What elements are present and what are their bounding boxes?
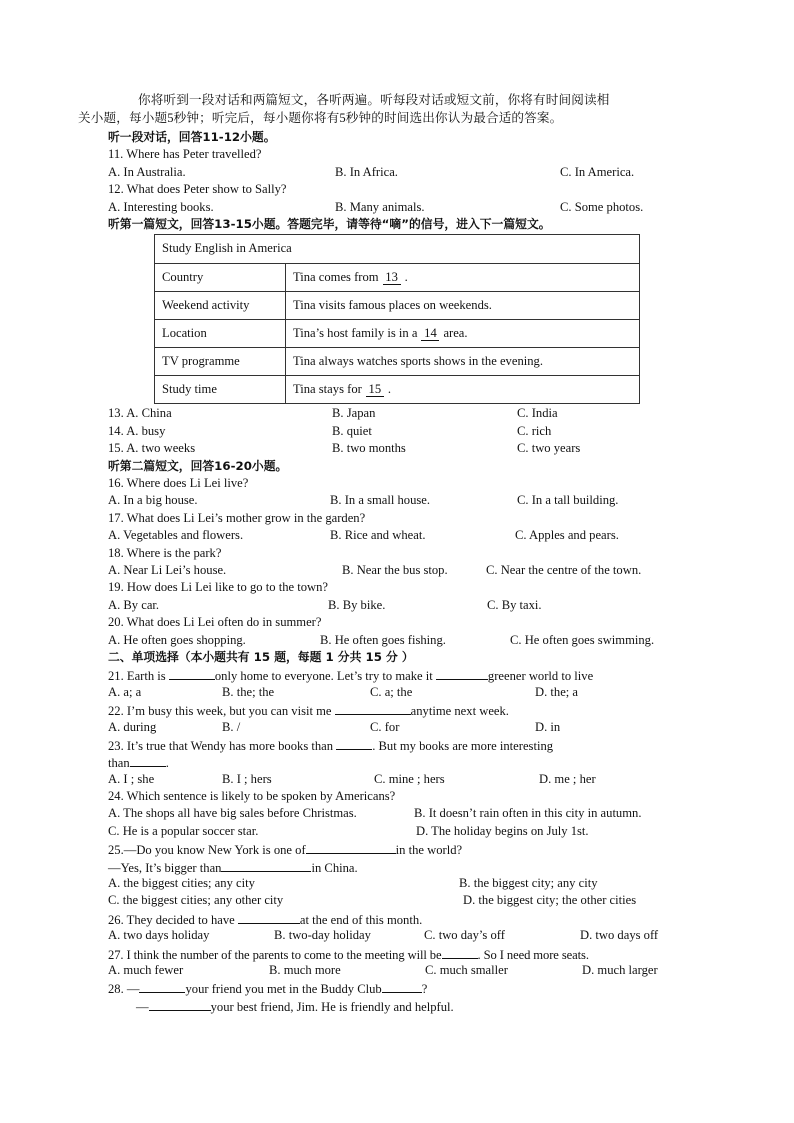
option-a[interactable]: 15. A. two weeks bbox=[108, 441, 196, 456]
answer-blank[interactable] bbox=[169, 666, 215, 680]
table-value: Tina visits famous places on weekends. bbox=[286, 291, 640, 319]
option-d[interactable]: D. the biggest city; the other cities bbox=[463, 893, 637, 908]
option-a[interactable]: A. Near Li Lei’s house. bbox=[108, 562, 227, 577]
option-c[interactable]: C. He is a popular soccer star. bbox=[108, 823, 259, 838]
question-11-options bbox=[108, 164, 686, 181]
blank-13: 13 bbox=[383, 271, 401, 285]
option-c[interactable]: C. He often goes swimming. bbox=[510, 632, 655, 647]
answer-blank[interactable] bbox=[221, 858, 311, 872]
option-a[interactable]: A. By car. bbox=[108, 597, 160, 612]
table-row bbox=[155, 376, 640, 404]
answer-blank[interactable] bbox=[130, 753, 166, 767]
question-22-options bbox=[108, 719, 686, 736]
question-20-options bbox=[108, 632, 686, 649]
option-b[interactable]: B. I ; hers bbox=[222, 771, 272, 786]
option-b[interactable]: B. / bbox=[222, 719, 241, 734]
question-23-options bbox=[108, 771, 686, 788]
question-23-stem: 23. It’s true that Wendy has more books than . But my books are more interesting bbox=[108, 736, 686, 753]
table-row bbox=[155, 291, 640, 319]
option-d[interactable]: D. The holiday begins on July 1st. bbox=[416, 823, 589, 838]
table-row bbox=[155, 319, 640, 347]
answer-blank[interactable] bbox=[139, 979, 185, 993]
intro-paragraph bbox=[78, 92, 686, 127]
option-c[interactable]: C. Apples and pears. bbox=[515, 528, 619, 543]
option-c[interactable]: C. for bbox=[370, 719, 400, 734]
question-18-stem: 18. Where is the park? bbox=[108, 545, 222, 560]
question-20-stem: 20. What does Li Lei often do in summer? bbox=[108, 615, 322, 630]
question-24-options-1 bbox=[108, 805, 686, 822]
option-b[interactable]: B. It doesn’t rain often in this city in autumn. bbox=[414, 806, 642, 821]
option-b[interactable]: B. two months bbox=[332, 441, 406, 456]
question-21-options bbox=[108, 684, 686, 701]
question-12-stem: 12. What does Peter show to Sally? bbox=[108, 182, 287, 197]
question-12-options bbox=[108, 199, 686, 216]
question-24-stem: 24. Which sentence is likely to be spoken by Americans? bbox=[108, 789, 396, 804]
question-26-options bbox=[108, 927, 686, 944]
question-25-reply: —Yes, It’s bigger than in China. bbox=[108, 858, 686, 875]
option-c[interactable]: C. In a tall building. bbox=[517, 493, 619, 508]
option-c[interactable]: C. Near the centre of the town. bbox=[486, 562, 642, 577]
option-d[interactable]: D. the; a bbox=[535, 684, 579, 699]
option-b[interactable]: B. Near the bus stop. bbox=[342, 562, 448, 577]
option-a[interactable]: A. the biggest cities; any city bbox=[108, 876, 255, 891]
table-row bbox=[155, 348, 640, 376]
table-title-row bbox=[155, 235, 640, 263]
question-11-stem: 11. Where has Peter travelled? bbox=[108, 147, 262, 162]
question-17-stem: 17. What does Li Lei’s mother grow in the garden? bbox=[108, 510, 366, 525]
option-b[interactable]: B. Many animals. bbox=[335, 199, 425, 214]
option-c[interactable]: C. Some photos. bbox=[560, 199, 644, 214]
table-value: Tina always watches sports shows in the evening. bbox=[286, 348, 640, 376]
answer-blank[interactable] bbox=[306, 840, 396, 854]
option-a[interactable]: A. In Australia. bbox=[108, 164, 186, 179]
table-key: Study time bbox=[155, 376, 286, 404]
question-23-stem-cont: than . bbox=[108, 753, 686, 770]
section-two-heading: 二、单项选择（本小题共有 15 题，每题 1 分共 15 分 ） bbox=[108, 649, 414, 664]
question-17-options bbox=[108, 527, 686, 544]
option-b[interactable]: B. the; the bbox=[222, 684, 275, 699]
table-value: Tina comes from 13 . bbox=[286, 263, 640, 291]
option-a[interactable]: 13. A. China bbox=[108, 406, 172, 421]
option-b[interactable]: B. two-day holiday bbox=[274, 928, 371, 943]
table-key: TV programme bbox=[155, 348, 286, 376]
option-c[interactable]: C. two day’s off bbox=[424, 928, 505, 943]
question-13-options bbox=[108, 405, 686, 422]
blank-14: 14 bbox=[421, 327, 439, 341]
option-b[interactable]: B. He often goes fishing. bbox=[320, 632, 446, 647]
option-c[interactable]: C. By taxi. bbox=[487, 597, 542, 612]
option-a[interactable]: A. much fewer bbox=[108, 962, 184, 977]
section-passage1-heading: 听第一篇短文，回答13-15小题。答题完毕，请等待“嘀”的信号，进入下一篇短文。 bbox=[108, 216, 551, 231]
option-c[interactable]: C. In America. bbox=[560, 164, 635, 179]
question-16-stem: 16. Where does Li Lei live? bbox=[108, 476, 249, 491]
question-22-stem: 22. I’m busy this week, but you can visit me anytime next week. bbox=[108, 701, 686, 718]
answer-blank[interactable] bbox=[436, 666, 488, 680]
table-key: Country bbox=[155, 263, 286, 291]
question-16-options bbox=[108, 492, 686, 509]
table-row bbox=[155, 263, 640, 291]
option-d[interactable]: D. much larger bbox=[582, 962, 658, 977]
option-a[interactable]: A. during bbox=[108, 719, 157, 734]
answer-blank[interactable] bbox=[382, 979, 422, 993]
option-c[interactable]: C. the biggest cities; any other city bbox=[108, 893, 284, 908]
blank-15: 15 bbox=[366, 383, 384, 397]
question-27-stem: 27. I think the number of the parents to come to the meeting will be . So I need more seats. bbox=[108, 945, 686, 962]
option-b[interactable]: B. much more bbox=[269, 962, 341, 977]
table-key: Weekend activity bbox=[155, 291, 286, 319]
option-c[interactable]: C. rich bbox=[517, 423, 552, 438]
option-a[interactable]: A. Vegetables and flowers. bbox=[108, 528, 244, 543]
option-a[interactable]: A. Interesting books. bbox=[108, 199, 214, 214]
exam-page bbox=[78, 92, 686, 1014]
question-24-options-2 bbox=[108, 823, 686, 840]
section-passage2-heading: 听第二篇短文，回答16-20小题。 bbox=[108, 458, 288, 473]
question-18-options bbox=[108, 562, 686, 579]
option-d[interactable]: D. me ; her bbox=[539, 771, 596, 786]
option-a[interactable]: A. The shops all have big sales before Christmas. bbox=[108, 806, 357, 821]
question-28-stem: 28. — your friend you met in the Buddy Club ? bbox=[108, 979, 686, 996]
option-a[interactable]: A. He often goes shopping. bbox=[108, 632, 246, 647]
question-19-stem: 19. How does Li Lei like to go to the town? bbox=[108, 580, 329, 595]
answer-blank[interactable] bbox=[336, 736, 372, 750]
option-b[interactable]: B. In a small house. bbox=[330, 493, 431, 508]
option-b[interactable]: B. quiet bbox=[332, 423, 372, 438]
question-19-options bbox=[108, 597, 686, 614]
option-c[interactable]: C. mine ; hers bbox=[374, 771, 445, 786]
option-b[interactable]: B. In Africa. bbox=[335, 164, 398, 179]
table-value: Tina’s host family is in a 14 area. bbox=[286, 319, 640, 347]
option-b[interactable]: B. Japan bbox=[332, 406, 376, 421]
option-d[interactable]: D. two days off bbox=[580, 928, 659, 943]
option-c[interactable]: C. much smaller bbox=[425, 962, 508, 977]
question-26-stem: 26. They decided to have at the end of this month. bbox=[108, 910, 686, 927]
info-table bbox=[154, 234, 640, 404]
intro-line-1: 你将听到一段对话和两篇短文，各听两遍。听每段对话或短文前，你将有时间阅读相 bbox=[138, 93, 610, 107]
table-key: Location bbox=[155, 319, 286, 347]
option-a[interactable]: 14. A. busy bbox=[108, 423, 166, 438]
section-dialogue-heading: 听一段对话，回答11-12小题。 bbox=[108, 130, 276, 144]
option-a[interactable]: A. In a big house. bbox=[108, 493, 198, 508]
question-14-options bbox=[108, 423, 686, 440]
option-b[interactable]: B. Rice and wheat. bbox=[330, 528, 426, 543]
question-21-stem: 21. Earth is only home to everyone. Let’s try to make it greener world to live bbox=[108, 666, 686, 683]
option-c[interactable]: C. two years bbox=[517, 441, 581, 456]
question-25-options-1 bbox=[108, 875, 686, 892]
question-15-options bbox=[108, 440, 686, 457]
option-b[interactable]: B. By bike. bbox=[328, 597, 386, 612]
option-a[interactable]: A. I ; she bbox=[108, 771, 155, 786]
answer-blank[interactable] bbox=[238, 910, 300, 924]
intro-line-2: 关小题，每小题5秒钟；听完后，每小题你将有5秒钟的时间选出你认为最合适的答案。 bbox=[78, 110, 563, 125]
answer-blank[interactable] bbox=[442, 945, 478, 959]
answer-blank[interactable] bbox=[149, 997, 211, 1011]
question-25-stem: 25.—Do you know New York is one of in the world? bbox=[108, 840, 686, 857]
table-title: Study English in America bbox=[155, 235, 640, 263]
table-value: Tina stays for 15 . bbox=[286, 376, 640, 404]
answer-blank[interactable] bbox=[335, 701, 411, 715]
question-28-reply: — your best friend, Jim. He is friendly and helpful. bbox=[108, 997, 686, 1014]
option-a[interactable]: A. two days holiday bbox=[108, 928, 210, 943]
question-25-options-2 bbox=[108, 892, 686, 909]
option-a[interactable]: A. a; a bbox=[108, 684, 142, 699]
option-c[interactable]: C. India bbox=[517, 406, 558, 421]
option-d[interactable]: D. in bbox=[535, 719, 561, 734]
option-b[interactable]: B. the biggest city; any city bbox=[459, 876, 598, 891]
option-c[interactable]: C. a; the bbox=[370, 684, 413, 699]
question-27-options bbox=[108, 962, 686, 979]
